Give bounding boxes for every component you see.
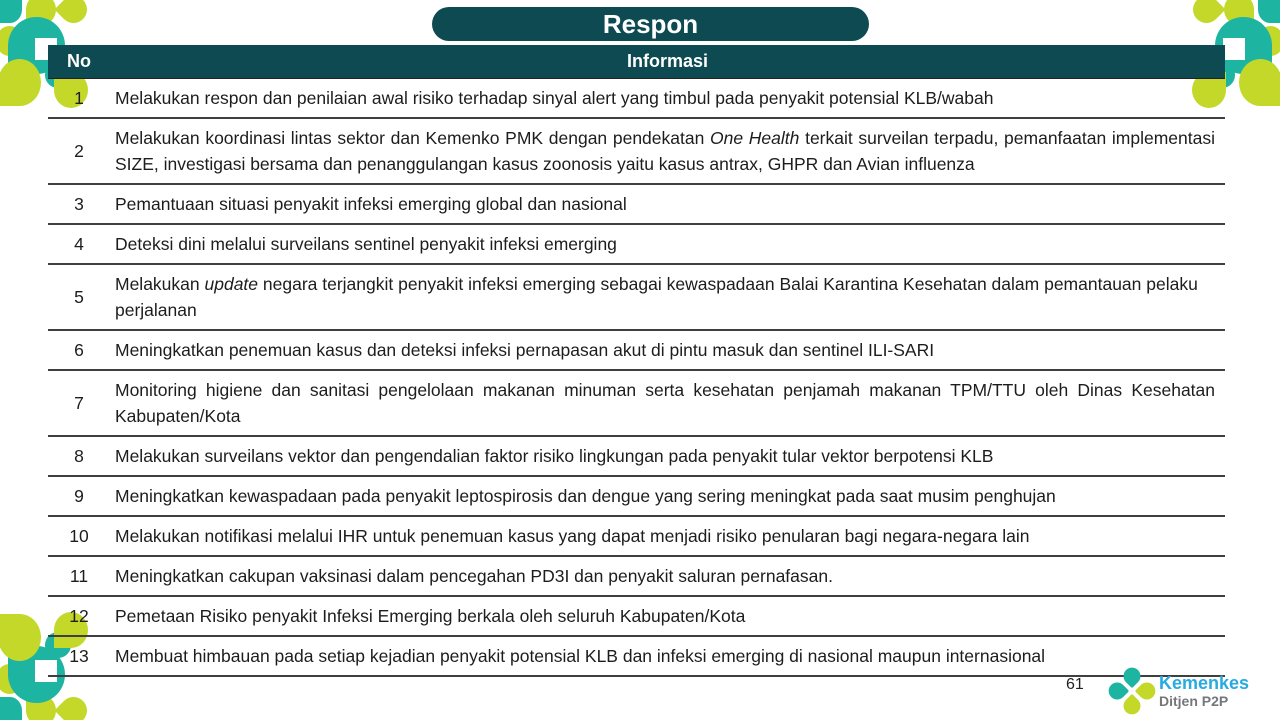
row-number: 5 (74, 286, 84, 307)
row-text: Deteksi dini melalui surveilans sentinel penyakit infeksi emerging (115, 234, 617, 254)
table-header (48, 45, 1225, 79)
table-row (48, 597, 1225, 637)
slide-title-pill (432, 7, 869, 41)
row-text: Melakukan koordinasi lintas sektor dan Kemenko PMK dengan pendekatan One Health terkait surveilan terpadu, pemanfaatan implementasi SIZE, investigasi bersama dan penanggulangan kasus zoonosis yaitu kasus antrax, GHPR dan Avian influenza (115, 128, 1215, 174)
row-number: 9 (74, 485, 84, 506)
table-row (48, 517, 1225, 557)
table-row (48, 225, 1225, 265)
row-number: 10 (69, 525, 89, 546)
row-number: 4 (74, 233, 84, 254)
row-text: Melakukan surveilans vektor dan pengendalian faktor risiko lingkungan pada penyakit tular vektor berpotensi KLB (115, 446, 994, 466)
table-row (48, 265, 1225, 331)
table-row (48, 119, 1225, 185)
kemenkes-flower-icon (1105, 664, 1159, 718)
row-text: Meningkatkan kewaspadaan pada penyakit leptospirosis dan dengue yang sering meningkat pada saat musim penghujan (115, 486, 1056, 506)
table-row (48, 331, 1225, 371)
kemenkes-logo-text (1159, 672, 1249, 709)
row-text: Meningkatkan cakupan vaksinasi dalam pencegahan PD3I dan penyakit saluran pernafasan. (115, 566, 833, 586)
row-number: 2 (74, 140, 84, 161)
row-number: 11 (69, 565, 89, 586)
row-text: Membuat himbauan pada setiap kejadian penyakit potensial KLB dan infeksi emerging di nasional maupun internasional (115, 646, 1046, 666)
table-row (48, 557, 1225, 597)
table-row (48, 477, 1225, 517)
row-number: 8 (74, 445, 84, 466)
row-text: Melakukan update negara terjangkit penyakit infeksi emerging sebagai kewaspadaan Balai Karantina Kesehatan dalam pemantauan pelaku perjalanan (115, 274, 1198, 320)
table-body (48, 79, 1225, 677)
ditjen-p2p-label: Ditjen P2P (1159, 693, 1229, 709)
table-row (48, 185, 1225, 225)
row-number: 12 (69, 605, 89, 626)
row-number: 7 (74, 392, 84, 413)
row-number: 1 (74, 87, 84, 108)
column-header-informasi: Informasi (626, 51, 709, 71)
row-number: 3 (74, 193, 84, 214)
row-number: 13 (69, 645, 89, 666)
table-row (48, 79, 1225, 119)
column-header-no: No (67, 51, 91, 71)
row-number: 6 (74, 339, 84, 360)
row-text: Pemetaan Risiko penyakit Infeksi Emerging berkala oleh seluruh Kabupaten/Kota (115, 606, 746, 626)
table-row (48, 371, 1225, 437)
table-row (48, 637, 1225, 677)
row-text: Monitoring higiene dan sanitasi pengelolaan makanan minuman serta kesehatan penjamah makanan TPM/TTU oleh Dinas Kesehatan Kabupaten/Kota (115, 380, 1215, 426)
page-number: 61 (1066, 676, 1084, 693)
slide-title: Respon (602, 8, 699, 39)
row-text: Pemantuaan situasi penyakit infeksi emerging global dan nasional (115, 194, 627, 214)
respon-table (48, 45, 1225, 677)
kemenkes-wordmark: Kemenkes (1159, 673, 1250, 693)
row-text: Meningkatkan penemuan kasus dan deteksi infeksi pernapasan akut di pintu masuk dan sentinel ILI-SARI (115, 340, 935, 360)
row-text: Melakukan respon dan penilaian awal risiko terhadap sinyal alert yang timbul pada penyakit potensial KLB/wabah (115, 88, 994, 108)
kemenkes-logo (1113, 672, 1249, 710)
table-row (48, 437, 1225, 477)
row-text: Melakukan notifikasi melalui IHR untuk penemuan kasus yang dapat menjadi risiko penularan bagi negara-negara lain (115, 526, 1030, 546)
